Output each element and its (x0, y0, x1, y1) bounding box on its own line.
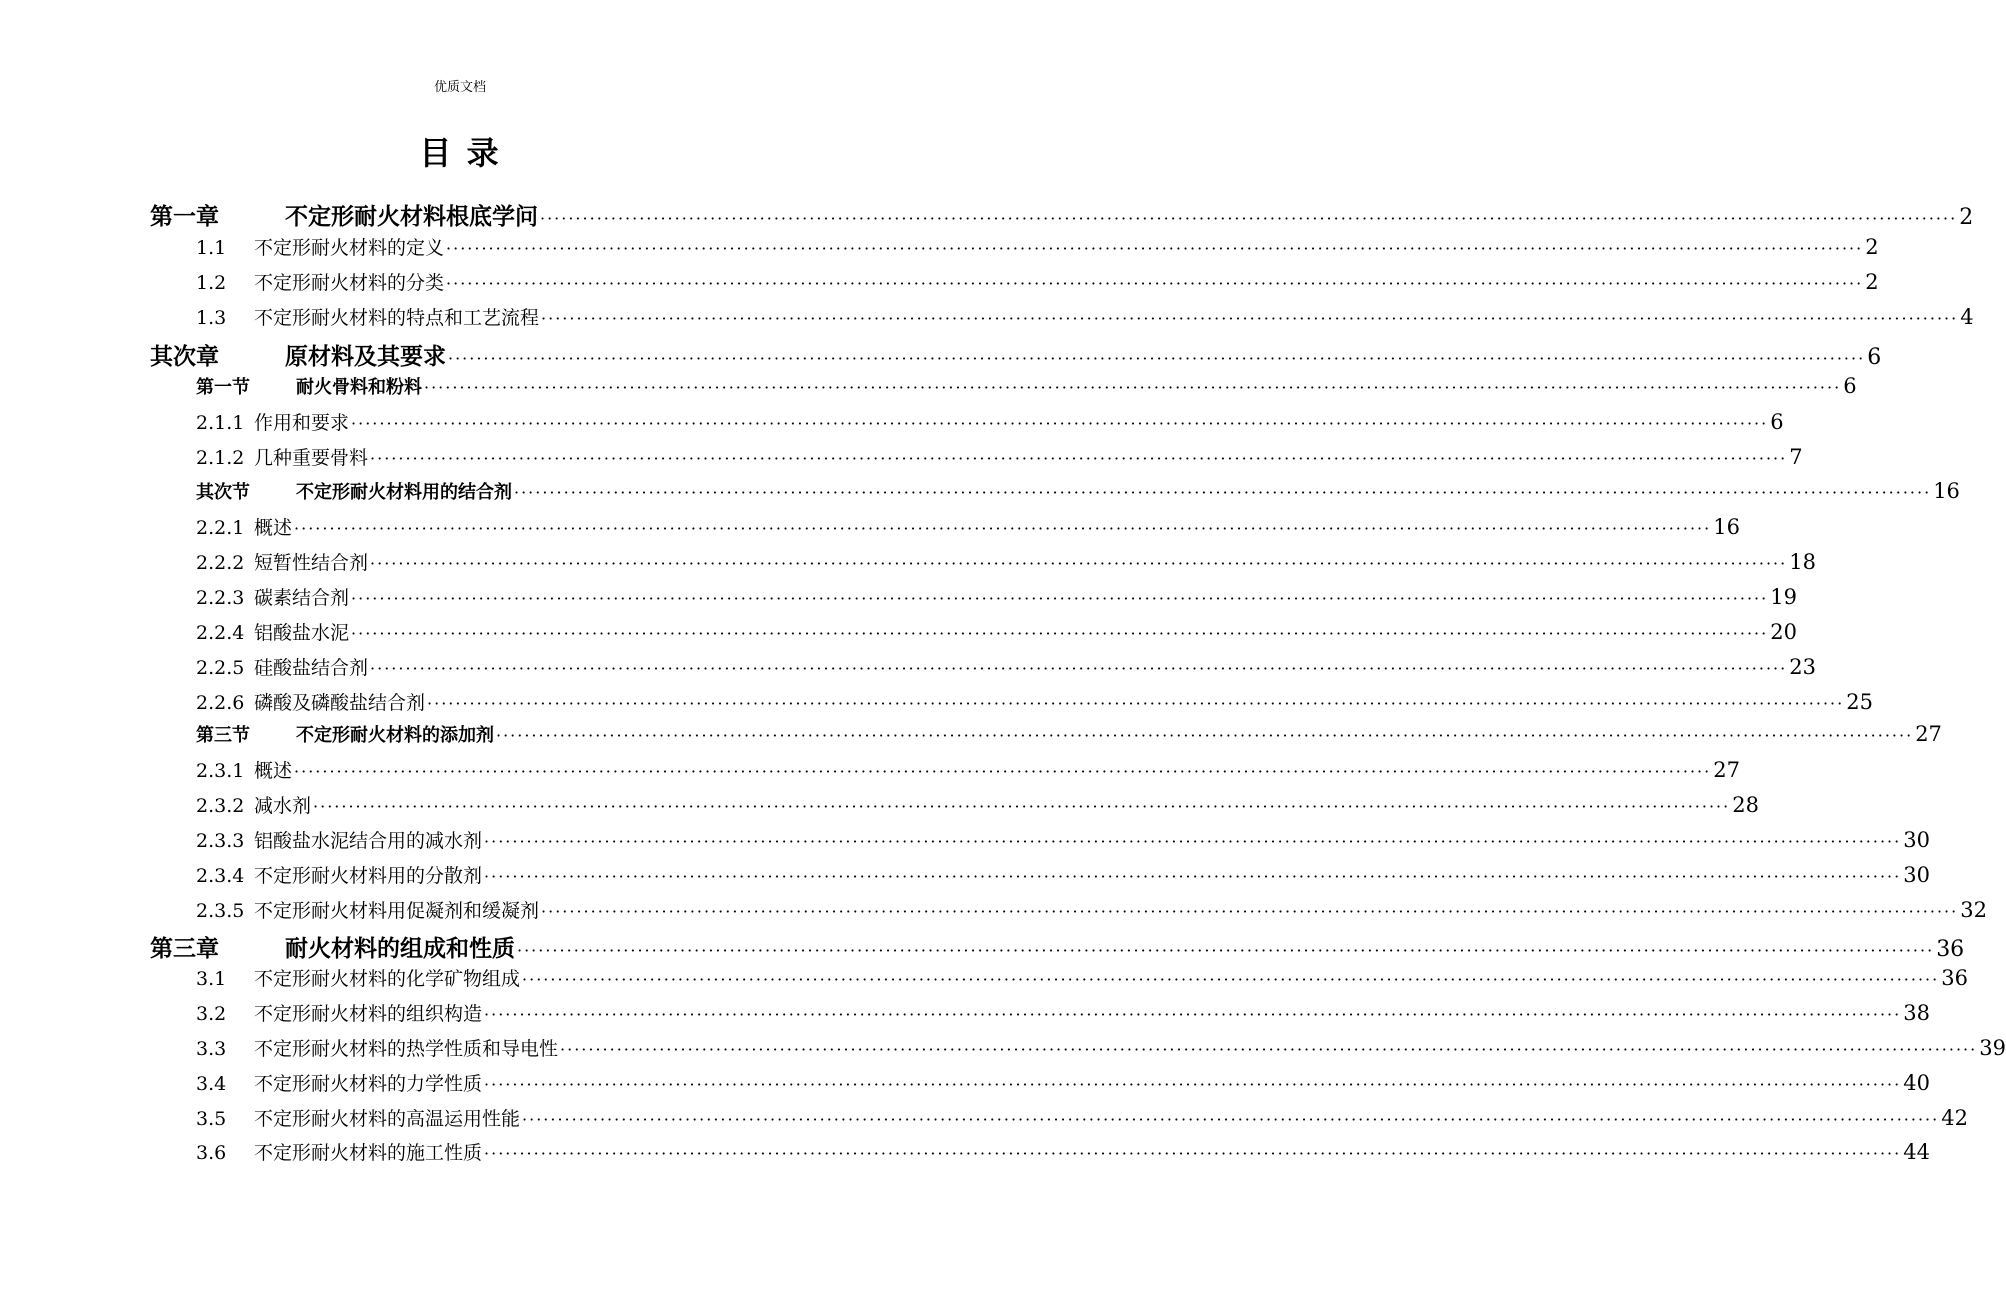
toc-entry[interactable] (196, 513, 1740, 540)
toc-entry-label: 不定形耐火材料的施工性质 (254, 1142, 483, 1164)
toc-entry-number: 2.1.2 (196, 447, 245, 469)
toc-entry-page: 16 (1933, 479, 1960, 503)
toc-entry-number: 3.6 (196, 1142, 227, 1164)
toc-entry-number: 2.2.6 (196, 692, 245, 714)
toc-entry-page: 18 (1789, 550, 1816, 574)
toc-entry-label: 硅酸盐结合剂 (254, 657, 369, 679)
toc-entry-number: 2.2.2 (196, 552, 245, 574)
toc-dot-leader: ········································································································································································································ (484, 1005, 1902, 1024)
toc-entry[interactable] (196, 756, 1740, 783)
toc-entry-number: 2.3.1 (196, 760, 245, 782)
toc-dot-leader: ········································································································································································································ (514, 483, 1932, 502)
toc-entry-number: 第一章 (150, 203, 219, 230)
toc-entry-label: 概述 (254, 760, 293, 782)
toc-entry[interactable] (196, 999, 1930, 1026)
toc-entry-number: 1.3 (196, 307, 227, 329)
toc-dot-leader: ········································································································································································································ (484, 1075, 1902, 1094)
toc-entry-label: 不定形耐火材料的化学矿物组成 (254, 968, 521, 990)
toc-entry[interactable] (196, 826, 1930, 853)
toc-dot-leader: ········································································································································································································ (541, 309, 1959, 328)
toc-entry-page: 32 (1960, 898, 1987, 922)
toc-dot-leader: ········································································································································································································ (424, 378, 1842, 397)
toc-dot-leader: ········································································································································································································ (484, 1144, 1902, 1163)
toc-dot-leader: ········································································································································································································ (560, 1040, 1978, 1059)
toc-entry[interactable] (196, 583, 1797, 610)
toc-entry-page: 27 (1713, 758, 1740, 782)
toc-dot-leader: ········································································································································································································ (522, 1110, 1940, 1129)
toc-entry-page: 4 (1960, 305, 1974, 329)
toc-entry-label: 碳素结合剂 (254, 587, 350, 609)
toc-entry-label: 不定形耐火材料的热学性质和导电性 (254, 1038, 559, 1060)
toc-entry[interactable] (196, 303, 1974, 330)
toc-entry-number: 第三节 (196, 725, 250, 746)
toc-dot-leader: ········································································································································································································ (294, 519, 1712, 538)
toc-entry[interactable] (150, 198, 1974, 231)
toc-entry-number: 2.3.3 (196, 830, 245, 852)
toc-entry-label: 概述 (254, 517, 293, 539)
toc-dot-leader: ········································································································································································································ (522, 970, 1940, 989)
toc-entry[interactable] (196, 791, 1759, 818)
toc-dot-leader: ········································································································································································································ (446, 274, 1864, 293)
toc-entry[interactable] (196, 268, 1879, 295)
toc-entry[interactable] (196, 653, 1816, 680)
toc-entry-page: 30 (1903, 828, 1930, 852)
toc-entry[interactable] (196, 233, 1879, 260)
toc-entry[interactable] (196, 964, 1968, 991)
toc-dot-leader: ········································································································································································································ (484, 832, 1902, 851)
toc-entry-label: 不定形耐火材料的特点和工艺流程 (254, 307, 540, 329)
toc-dot-leader: ········································································································································································································ (313, 797, 1731, 816)
toc-dot-leader: ········································································································································································································ (370, 554, 1788, 573)
toc-entry-label: 作用和要求 (254, 412, 350, 434)
toc-entry[interactable] (196, 408, 1784, 435)
toc-entry[interactable] (150, 930, 1965, 963)
toc-entry-number: 2.2.4 (196, 622, 245, 644)
toc-dot-leader: ········································································································································································································ (484, 867, 1902, 886)
toc-entry[interactable] (196, 443, 1803, 470)
toc-entry-page: 6 (1867, 345, 1882, 370)
toc-entry-label: 铝酸盐水泥 (254, 622, 350, 644)
toc-entry-page: 6 (1770, 410, 1784, 434)
toc-entry-page: 19 (1770, 585, 1797, 609)
toc-title: 目 录 (419, 134, 501, 172)
toc-entry-number: 3.4 (196, 1073, 227, 1095)
toc-dot-leader: ········································································································································································································ (448, 349, 1866, 368)
toc-entry-page: 2 (1865, 270, 1879, 294)
toc-entry-label: 减水剂 (254, 795, 312, 817)
toc-entry-page: 36 (1936, 937, 1965, 962)
toc-entry[interactable] (196, 721, 1942, 747)
toc-entry-number: 其次节 (196, 482, 250, 503)
toc-entry[interactable] (196, 373, 1857, 399)
toc-entry-number: 2.2.5 (196, 657, 245, 679)
toc-dot-leader: ········································································································································································································ (351, 414, 1769, 433)
toc-entry-number: 2.3.2 (196, 795, 245, 817)
toc-entry-number: 1.2 (196, 272, 227, 294)
toc-entry-page: 30 (1903, 863, 1930, 887)
toc-dot-leader: ········································································································································································································ (446, 239, 1864, 258)
toc-entry-page: 16 (1713, 515, 1740, 539)
toc-entry[interactable] (196, 688, 1873, 715)
toc-dot-leader: ········································································································································································································ (370, 659, 1788, 678)
toc-entry-page: 6 (1843, 374, 1857, 398)
toc-entry-label: 不定形耐火材料的组织构造 (254, 1003, 483, 1025)
toc-entry-label: 短暂性结合剂 (254, 552, 369, 574)
toc-entry-label: 不定形耐火材料用的分散剂 (254, 865, 483, 887)
toc-entry-label: 耐火骨料和粉料 (296, 377, 422, 398)
toc-entry-number: 2.3.5 (196, 900, 245, 922)
toc-entry-page: 20 (1770, 620, 1797, 644)
toc-entry[interactable] (196, 896, 1987, 923)
toc-entry-page: 2 (1865, 235, 1879, 259)
toc-entry-page: 25 (1846, 690, 1873, 714)
toc-dot-leader: ········································································································································································································ (351, 624, 1769, 643)
toc-entry-label: 不定形耐火材料用促凝剂和缓凝剂 (254, 900, 540, 922)
toc-entry[interactable] (196, 548, 1816, 575)
toc-entry-number: 3.1 (196, 968, 227, 990)
page-header: 优质文档 (433, 80, 486, 95)
toc-entry-label: 几种重要骨料 (254, 447, 369, 469)
toc-entry-number: 3.3 (196, 1038, 227, 1060)
toc-entry-label: 铝酸盐水泥结合用的减水剂 (254, 830, 483, 852)
toc-entry-page: 39 (1979, 1036, 2006, 1060)
toc-entry-page: 27 (1915, 722, 1942, 746)
toc-entry-page: 23 (1789, 655, 1816, 679)
toc-entry-page: 36 (1941, 966, 1968, 990)
toc-entry-number: 3.2 (196, 1003, 227, 1025)
toc-entry[interactable] (196, 618, 1797, 645)
toc-entry-page: 44 (1903, 1140, 1930, 1164)
toc-dot-leader: ········································································································································································································ (427, 694, 1845, 713)
toc-entry[interactable] (196, 1104, 1968, 1131)
toc-entry[interactable] (196, 1034, 2006, 1061)
toc-entry-number: 2.1.1 (196, 412, 245, 434)
toc-entry-page: 38 (1903, 1001, 1930, 1025)
toc-entry[interactable] (196, 861, 1930, 888)
toc-entry-number: 3.5 (196, 1108, 227, 1130)
toc-entry[interactable] (150, 338, 1882, 371)
toc-entry-label: 磷酸及磷酸盐结合剂 (254, 692, 426, 714)
toc-entry-number: 2.2.1 (196, 517, 245, 539)
toc-dot-leader: ········································································································································································································ (541, 902, 1959, 921)
toc-entry-label: 不定形耐火材料的定义 (254, 237, 445, 259)
toc-entry-label: 不定形耐火材料的添加剂 (296, 725, 494, 746)
toc-entry-label: 不定形耐火材料的高温运用性能 (254, 1108, 521, 1130)
toc-entry[interactable] (196, 1069, 1930, 1096)
toc-entry-label: 不定形耐火材料的力学性质 (254, 1073, 483, 1095)
toc-entry-number: 其次章 (150, 343, 219, 370)
toc-entry-page: 42 (1941, 1106, 1968, 1130)
toc-entry-page: 28 (1732, 793, 1759, 817)
toc-entry-number: 2.3.4 (196, 865, 245, 887)
toc-entry-label: 原材料及其要求 (285, 343, 446, 370)
toc-entry-page: 7 (1789, 445, 1803, 469)
toc-entry-number: 第一节 (196, 377, 250, 398)
toc-entry-number: 1.1 (196, 237, 227, 259)
toc-entry-label: 不定形耐火材料的分类 (254, 272, 445, 294)
toc-entry-label: 耐火材料的组成和性质 (285, 935, 515, 962)
toc-dot-leader: ········································································································································································································ (540, 209, 1958, 228)
toc-dot-leader: ········································································································································································································ (351, 589, 1769, 608)
toc-entry-number: 第三章 (150, 935, 219, 962)
toc-entry-label: 不定形耐火材料根底学问 (285, 203, 538, 230)
toc-entry-number: 2.2.3 (196, 587, 245, 609)
toc-dot-leader: ········································································································································································································ (496, 726, 1914, 745)
toc-entry[interactable] (196, 1138, 1930, 1165)
toc-entry-page: 2 (1959, 205, 1974, 230)
toc-dot-leader: ········································································································································································································ (370, 449, 1788, 468)
toc-entry[interactable] (196, 478, 1960, 504)
toc-dot-leader: ········································································································································································································ (294, 762, 1712, 781)
toc-entry-page: 40 (1903, 1071, 1930, 1095)
toc-dot-leader: ········································································································································································································ (517, 941, 1935, 960)
toc-entry-label: 不定形耐火材料用的结合剂 (296, 482, 512, 503)
